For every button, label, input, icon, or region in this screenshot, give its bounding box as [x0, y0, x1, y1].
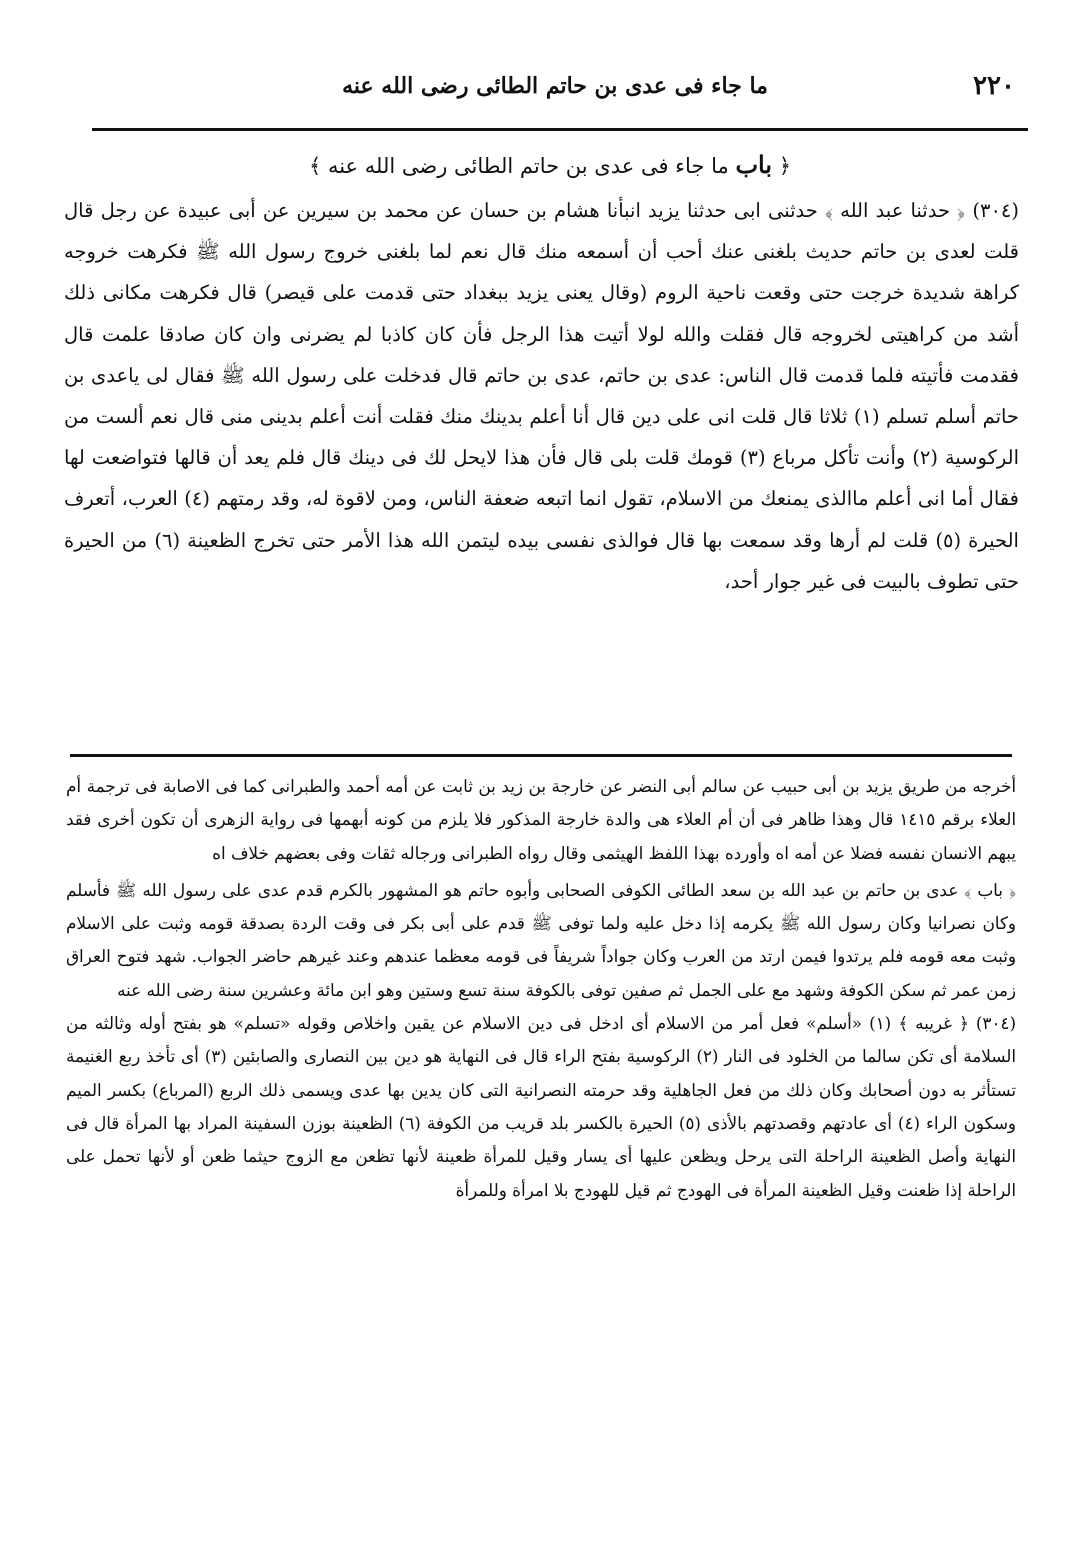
- header-rule: [92, 128, 1028, 131]
- running-title: ما جاء فى عدى بن حاتم الطائى رضى الله عنه: [342, 73, 768, 99]
- chapter-bab: باب: [735, 150, 773, 179]
- chapter-heading: ﴿ باب ما جاء فى عدى بن حاتم الطائى رضى الله عنه ﴾: [308, 150, 792, 179]
- footnote-paragraph: أخرجه من طريق يزيد بن أبى حبيب عن سالم أبى النضر عن خارجة بن زيد بن ثابت عن أمه أحمد والطبرانى كما فى الاصابة فى ترجمة أم العلاء برقم ١٤١٥ قال وهذا ظاهر فى أن أم العلاء هى والدة خارجة المذكور فلا يلزم من كونه أبهمها فى رواية الزهرى أن تكون أخرى فقد يبهم الانسان نفسه فضلا عن أمه اه وأورده بهذا اللفظ الهيثمى وقال رواه الطبرانى ورجاله ثقات وفى بعضهم خلاف اه: [66, 776, 1016, 863]
- footnote-paragraph: (٣٠٤) ﴿ غريبه ﴾ (١) «أسلم» فعل أمر من الاسلام أى ادخل فى دين الاسلام عن يقين واخلاص وقوله «تسلم» هو بفتح أوله وثالثه من السلامة أى تكن سالما من الخلود فى النار (٢) الركوسية بفتح الراء قال فى النهاية هو دين بين النصارى والصابئين (٣) أى تأخذ ربع الغنيمة تستأثر به دون أصحابك وكان ذلك من فعل الجاهلية وقد حرمته النصرانية التى كان يدين بها عدى ويسمى ذلك الربع (المرباع) بكسر الميم وسكون الراء (٤) أى عادتهم وقصدتهم بالأذى (٥) الحيرة بالكسر بلد قريب من الكوفة (٦) الظعينة بوزن السفينة المراد بها المرأة قال فى النهاية وأصل الظعينة الراحلة التى يرحل ويظعن عليها أى يسار وقيل للمرأة ظعينة لأنها تظعن مع الزوج حيثما ظعن أو لأنها تحمل على الراحلة إذا ظعنت وقيل الظعينة المرأة فى الهودج ثم قيل للهودج بلا امرأة وللمرأة: [66, 1013, 1017, 1200]
- hadith-text: [64, 190, 1019, 602]
- page-number: ٢٢٠: [973, 71, 1015, 101]
- footnote-rule: [70, 754, 1012, 757]
- chapter-title: ما جاء فى عدى بن حاتم الطائى رضى الله عنه: [327, 154, 729, 178]
- running-header: [95, 66, 1015, 106]
- footnotes: [66, 770, 1016, 1207]
- hadith-paragraph: (٣٠٤) ﴿ حدثنا عبد الله ﴾ حدثنى ابى حدثنا يزيد انبأنا هشام بن حسان عن محمد بن سيرين عن أبى عبيدة عن رجل قال قلت لعدى بن حاتم حديث بلغنى عنك أحب أن أسمعه منك قال نعم لما بلغنى خروج رسول الله ﷺ فكرهت خروجه كراهة شديدة خرجت حتى وقعت ناحية الروم (وقال يعنى يزيد ببغداد حتى قدمت على قيصر) قال فكرهت مكانى ذلك أشد من كراهيتى لخروجه قال فقلت والله لولا أتيت هذا الرجل فأن كان كاذبا لم يضرنى وان كان صادقا علمت قال فقدمت فأتيته فلما قدمت قال الناس: عدى بن حاتم، عدى بن حاتم قال فدخلت على رسول الله ﷺ فقال لى ياعدى بن حاتم أسلم تسلم (١) ثلاثا قال قلت انى على دين قال أنا أعلم بدينك منك فقلت أنت أعلم بدينى منى قال نعم ألست من الركوسية (٢) وأنت تأكل مرباع (٣) قومك قلت بلى قال فأن هذا لايحل لك فى دينك قال فلم يعد أن قالها فتواضعت لها فقال أما انى أعلم ماالذى يمنعك من الاسلام، تقول انما اتبعه ضعفة الناس، ومن لاقوة له، وقد رمتهم (٤) العرب، أتعرف الحيرة (٥) قلت لم أرها وقد سمعت بها قال فوالذى نفسى بيده ليتمن الله هذا الأمر حتى تخرج الظعينة (٦) من الحيرة حتى تطوف بالبيت فى غير جوار أحد،: [64, 199, 1019, 593]
- footnote-paragraph: ﴿ باب ﴾ عدى بن حاتم بن عبد الله بن سعد الطائى الكوفى الصحابى وأبوه حاتم هو المشهور بالكرم قدم عدى على رسول الله ﷺ فأسلم وكان نصرانيا وكان رسول الله ﷺ يكرمه إذا دخل عليه ولما توفى ﷺ قدم على أبى بكر فى وقت الردة بصدقة قومه وثبت على الاسلام وثبت معه قومه فلم يرتدوا فيمن ارتد من العرب وكان جواداً شريفاً فى قومه معظما عندهم وعند غيرهم حاضر الجواب. شهد فتوح العراق زمن عمر ثم سكن الكوفة وشهد مع على الجمل ثم صفين توفى بالكوفة سنة تسع وستين وهو ابن مائة وعشرين سنة رضى الله عنه: [66, 879, 1016, 1000]
